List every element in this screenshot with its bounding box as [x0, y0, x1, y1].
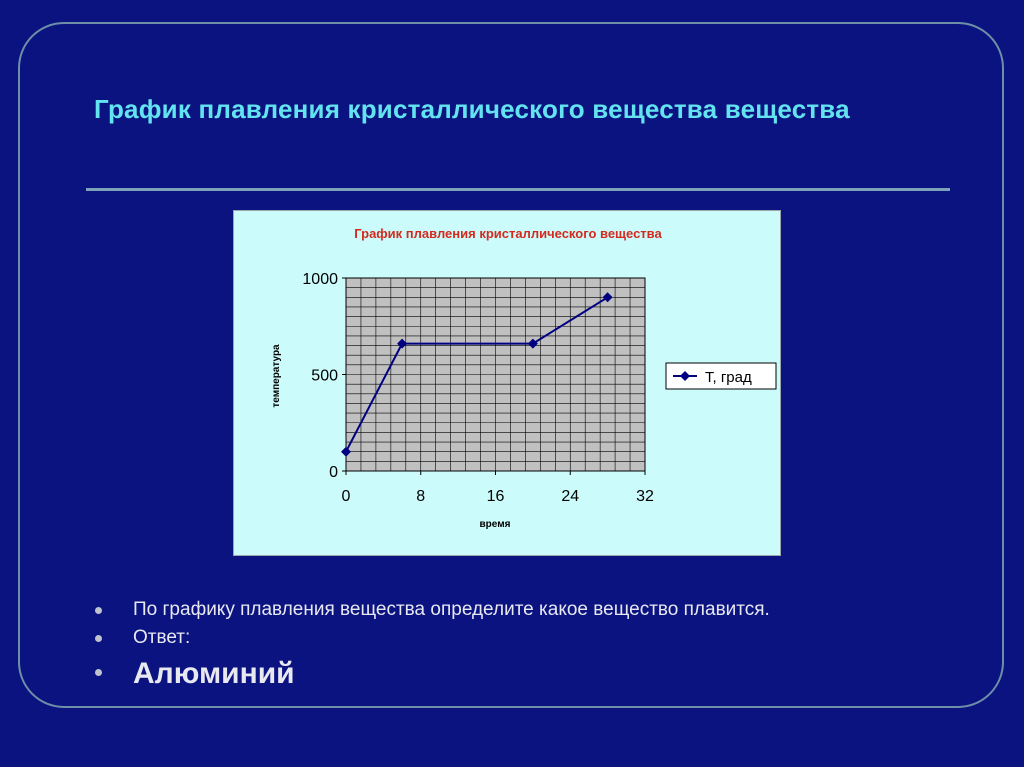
bullet-list — [92, 596, 770, 696]
melting-chart — [234, 211, 782, 557]
y-axis-ticks — [302, 271, 346, 481]
bullet-dot — [95, 669, 102, 676]
y-tick-label: 500 — [311, 367, 338, 385]
question-text: По графику плавления вещества определите какое вещество плавится. — [133, 599, 770, 620]
bullet-dot — [95, 635, 102, 642]
x-tick-label: 8 — [416, 488, 426, 505]
bullet-answer-label — [92, 624, 770, 652]
chart-title: График плавления кристаллического вещества — [354, 226, 662, 241]
gridlines — [346, 278, 645, 471]
title-divider — [86, 188, 950, 191]
x-axis-ticks — [342, 471, 654, 505]
bullet-answer — [92, 652, 770, 696]
x-tick-label: 32 — [636, 488, 654, 505]
legend-label: T, град — [705, 369, 752, 386]
bullet-dot — [95, 607, 102, 614]
bullet-question — [92, 596, 770, 624]
y-tick-label: 1000 — [302, 271, 338, 288]
chart-area — [233, 210, 781, 556]
y-axis-label: температура — [271, 344, 282, 408]
x-tick-label: 16 — [486, 488, 505, 505]
slide-title: График плавления кристаллического вещества вещества — [94, 94, 850, 124]
x-axis-label: время — [479, 519, 511, 530]
x-tick-label: 0 — [341, 488, 351, 505]
x-tick-label: 24 — [561, 488, 580, 505]
legend — [666, 363, 776, 389]
answer-label-text: Ответ: — [133, 627, 191, 648]
y-tick-label: 0 — [329, 464, 338, 481]
answer-text: Алюминий — [133, 657, 295, 690]
